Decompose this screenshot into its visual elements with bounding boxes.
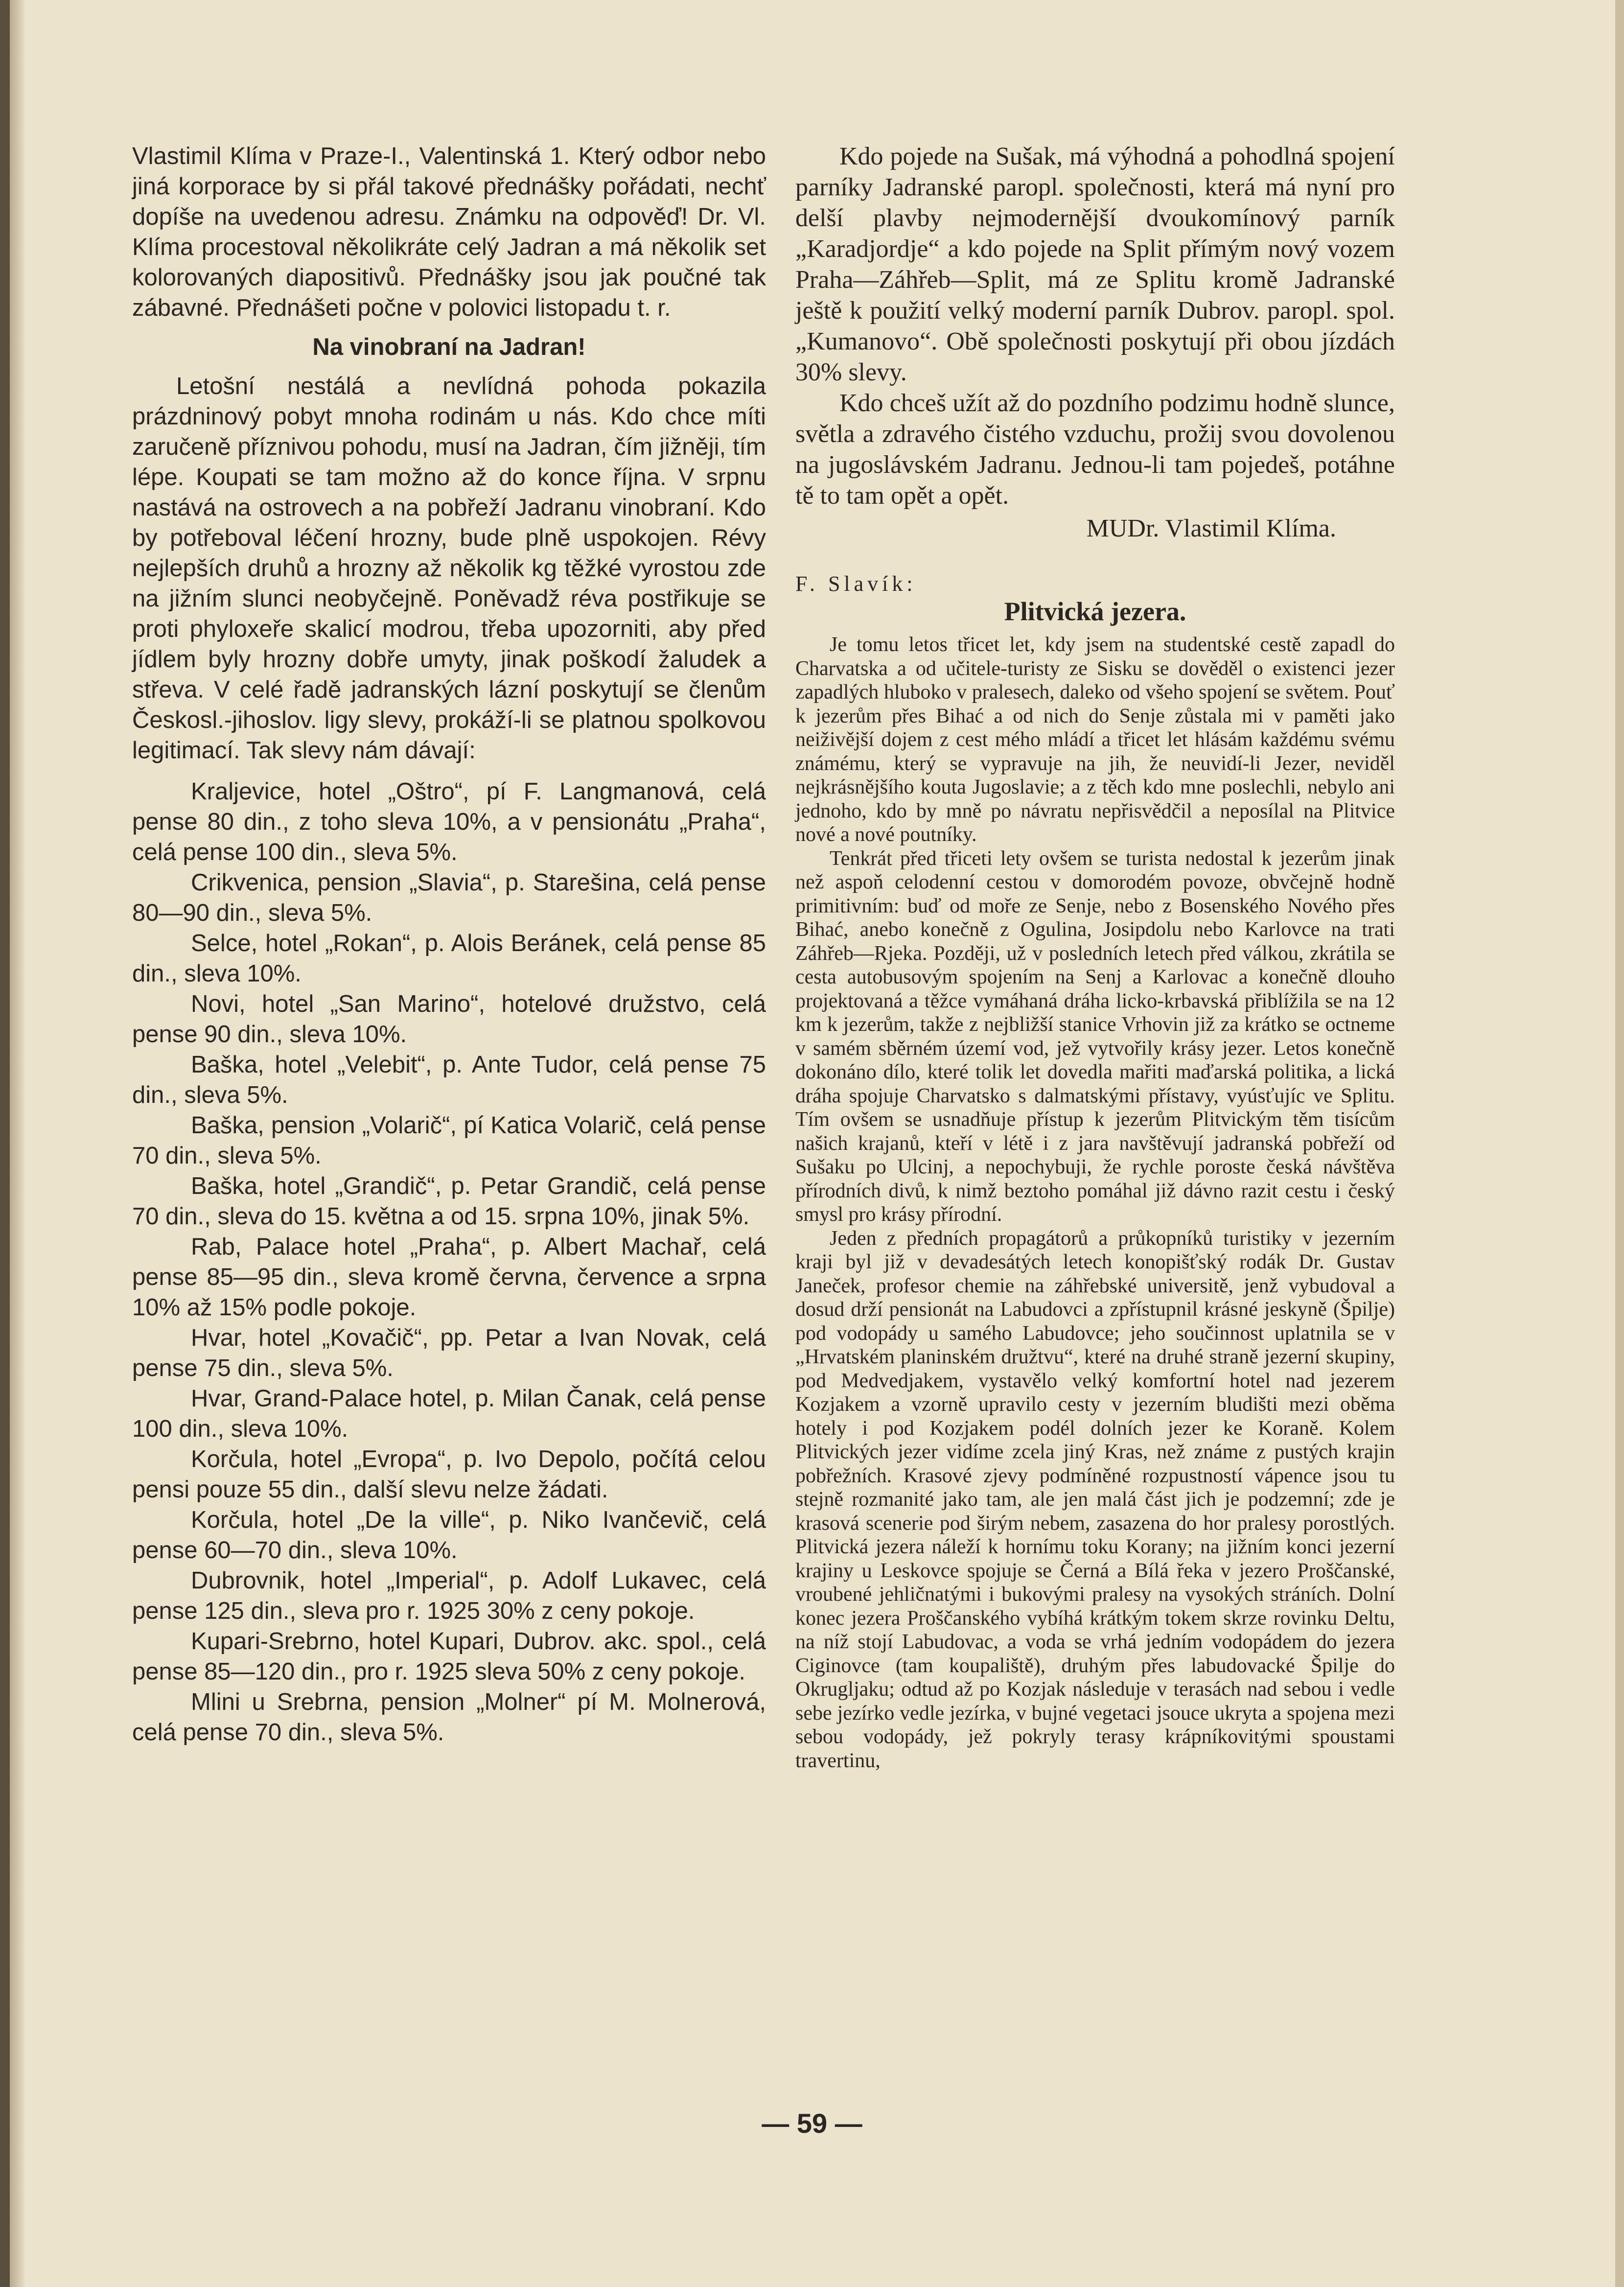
body-paragraph: Kdo chceš užít až do pozdního podzimu hodně slunce, světla a zdravého čistého vzduchu, prožij svou dovolenou na jugoslávském Jadranu. Jednou-li tam pojedeš, potáhne tě to tam opět a opět. bbox=[795, 389, 1395, 510]
hotel-entry: Hvar, Grand-Palace hotel, p. Milan Čanak, celá pense 100 din., sleva 10%. bbox=[132, 1385, 766, 1442]
hotel-entry: Kraljevice, hotel „Oštro“, pí F. Langmanová, celá pense 80 din., z toho sleva 10%, a v pensionátu „Praha“, celá pense 100 din., sleva 5%. bbox=[132, 778, 766, 865]
body-paragraph: Jeden z předních propagátorů a průkopníků turistiky v jezerním kraji byl již v devadesátých letech konopišťský rodák Dr. Gustav Janeček, profesor chemie na záhřebské universitě, jenž vybudoval a dosud drží pensionát na Labudovci a zpřístupnil krásné jeskyně (Špilje) pod vodopády u samého Labudovce; jeho součinnost uplatnila se v „Hrvatském planinském družtvu“, které na druhé straně jezerní skupiny, pod Medvedjakem, vystavělo velký komfortní hotel nad jezerem Kozjakem a vzorně upravilo cesty v jezerním bludišti mezi oběma hotely i pod Kozjakem podél dolních jezer ke Koraně. Kolem Plitvických jezer vidíme zcela jiný Kras, než známe z pustých krajin pobřežních. Krasové zjevy podmíněné rozpustností vápence jsou tu stejně rozmanité jako tam, ale jen malá část jich je podzemní; zde je krasová scenerie pod širým nebem, zasazena do hor pralesy porostlých. Plitvická jezera náleží k hornímu toku Korany; na jižním konci jezerní krajiny u Leskovce spojuje se Černá a Bílá řeka v jezero Proščanské, vroubené jehličnatými i bukovými pralesy na vysokých stráních. Dolní konec jezera Proščanského vybíhá krátkým tokem skrze rovinku Deltu, na níž stojí Labudovac, a voda se vrhá jedním vodopádem do jezera Ciginovce (tam koupaliště), druhým přes labudovacké Špilje do Okrugljaku; odtud až po Kozjak následuje v terasách nad sebou i vedle sebe jezírko vedle jezírka, v bujné vegetaci jsouce ukryta a spojena mezi sebou vodopády, jež pokryly terasy krápníkovitými spoustami travertinu, bbox=[795, 1227, 1395, 1772]
body-paragraph: Kdo pojede na Sušak, má výhodná a pohodlná spojení parníky Jadranské paropl. společnosti, která má nyní pro delší plavby nejmodernější dvoukomínový parník „Karadjordje“ a kdo pojede na Split přímým nový vozem Praha—Záhřeb—Split, má ze Splitu kromě Jadranské ještě k použití velký moderní parník Dubrov. paropl. spol. „Kumanovo“. Obě společnosti poskytují při obou jízdách 30% slevy. bbox=[795, 142, 1395, 386]
intro-paragraph: Vlastimil Klíma v Praze-I., Valentinská 1. Který odbor nebo jiná korporace by si přál takové přednášky pořádati, nechť dopíše na uvedenou adresu. Známku na odpověď! Dr. Vl. Klíma procestoval několikráte celý Jadran a má několik set kolorovaných diapositivů. Přednášky jsou jak poučné tak zábavné. Přednášeti počne v polovici listopadu t. r. bbox=[132, 143, 766, 321]
right-column bbox=[795, 141, 1395, 1773]
hotel-entry: Baška, hotel „Velebit“, p. Ante Tudor, celá pense 75 din., sleva 5%. bbox=[132, 1051, 766, 1108]
hotel-entry: Novi, hotel „San Marino“, hotelové družstvo, celá pense 90 din., sleva 10%. bbox=[132, 991, 766, 1048]
binding-spine bbox=[0, 0, 10, 2287]
hotel-entry: Mlini u Srebrna, pension „Molner“ pí M. Molnerová, celá pense 70 din., sleva 5%. bbox=[132, 1689, 766, 1746]
hotel-entry: Rab, Palace hotel „Praha“, p. Albert Machař, celá pense 85—95 din., sleva kromě června, července a srpna 10% až 15% podle pokoje. bbox=[132, 1234, 766, 1321]
hotel-entry: Kupari-Srebrno, hotel Kupari, Dubrov. akc. spol., celá pense 85—120 din., pro r. 1925 sleva 50% z ceny pokoje. bbox=[132, 1628, 766, 1685]
hotel-entry: Baška, pension „Volarič“, pí Katica Volarič, celá pense 70 din., sleva 5%. bbox=[132, 1112, 766, 1169]
left-column bbox=[132, 141, 766, 1748]
body-paragraph: Je tomu letos třicet let, kdy jsem na studentské cestě zapadl do Charvatska a od učitele-turisty ze Sisku se dověděl o existenci jezer zapadlých hluboko v pralesech, daleko od všeho spojení se světem. Pouť k jezerům přes Bihać a od nich do Senje zůstala mi v paměti jako neiživější dojem z cest mého mládí a třicet let hlásám každému svému známému, který se vypravuje na jih, že neuvidí-li Jezer, neviděl nejkrásnějšího kouta Jugoslavie; a z těch kdo mne poslechli, nebylo ani jednoho, kdo by mně po návratu nepřisvědčil a neposílal na Plitvice nové a nové poutníky. bbox=[795, 633, 1395, 846]
binding-shadow bbox=[10, 0, 24, 2287]
hotel-entry: Selce, hotel „Rokan“, p. Alois Beránek, celá pense 85 din., sleva 10%. bbox=[132, 930, 766, 987]
section-heading: Na vinobraní na Jadran! bbox=[312, 334, 586, 360]
hotel-entry: Dubrovnik, hotel „Imperial“, p. Adolf Lukavec, celá pense 125 din., sleva pro r. 1925 30% z ceny pokoje. bbox=[132, 1567, 766, 1624]
hotel-entry: Korčula, hotel „Evropa“, p. Ivo Depolo, počítá celou pensi pouze 55 din., další slevu nelze žádati. bbox=[132, 1446, 766, 1503]
article-body bbox=[795, 633, 1395, 1773]
body-paragraph: Letošní nestálá a nevlídná pohoda pokazila prázdninový pobyt mnoha rodinám u nás. Kdo chce míti zaručeně příznivou pohodu, musí na Jadran, čím jižněji, tím lépe. Koupati se tam možno až do konce října. V srpnu nastává na ostrovech a na pobřeží Jadranu vinobraní. Kdo by potřeboval léčení hrozny, bude plně uspokojen. Révy nejlepších druhů a hrozny až několik kg těžké vyrostou zde na jižním slunci neobyčejně. Poněvadž réva postřikuje se proti phyloxeře skalicí modrou, třeba upozorniti, aby před jídlem byly hrozny dobře umyty, jinak poškodí žaludek a střeva. V celé řadě jadranských lázní poskytují se členům Českosl.-jihoslov. ligy slevy, prokáží-li se platnou spolkovou legitimací. Tak slevy nám dávají: bbox=[132, 373, 766, 764]
page-edge bbox=[1615, 0, 1624, 2287]
article-author: F. Slavík: bbox=[795, 572, 917, 596]
hotel-entry: Hvar, hotel „Kovačič“, pp. Petar a Ivan Novak, celá pense 75 din., sleva 5%. bbox=[132, 1325, 766, 1381]
hotel-entry: Crikvenica, pension „Slavia“, p. Starešina, celá pense 80—90 din., sleva 5%. bbox=[132, 869, 766, 926]
article-title: Plitvická jezera. bbox=[1004, 597, 1186, 626]
hotel-entry: Baška, hotel „Grandič“, p. Petar Grandič, celá pense 70 din., sleva do 15. května a od 15. srpna 10%, jinak 5%. bbox=[132, 1173, 766, 1230]
body-paragraph: Tenkrát před třiceti lety ovšem se turista nedostal k jezerům jinak než aspoň celodenní cestou v domorodém povoze, obvčejně hodně primitivním: buď od moře ze Senje, nebo z Bosenského Nového přes Bihać, anebo konečně z Ogulina, Josipdolu nebo Karlovce na trati Záhřeb—Rjeka. Později, už v posledních letech před válkou, zkrátila se cesta autobusovým spojením na Senj a Karlovac a konečně dlouho projektovaná a těžce vymáhaná dráha licko-krbavská přiblížila se na 12 km k jezerům, takže z nejbližší stanice Vrhovin již za krátko se octneme v samém sběrném území vod, jež vytvořily krásy jezer. Letos konečně dokonáno dílo, které tolik let dovedla mařiti maďarská politika, a lická dráha spojuje Charvatsko s dalmatskými přístavy, vyúsťujíc ve Splitu. Tím ovšem se usnadňuje přístup k jezerům Plitvickým těm tisícům našich krajanů, kteří v létě i z jara navštěvují jadranská pobřeží od Sušaku po Ulcinj, a nepochybuji, že rychle poroste česká návštěva přírodních divů, k nimž beztoho pomáhal již dávno razit cestu i český smysl pro krásy přírodní. bbox=[795, 847, 1395, 1226]
page-number: — 59 — bbox=[762, 2108, 862, 2139]
signature: MUDr. Vlastimil Klíma. bbox=[1086, 514, 1336, 542]
hotel-entry: Korčula, hotel „De la ville“, p. Niko Ivančevič, celá pense 60—70 din., sleva 10%. bbox=[132, 1507, 766, 1564]
